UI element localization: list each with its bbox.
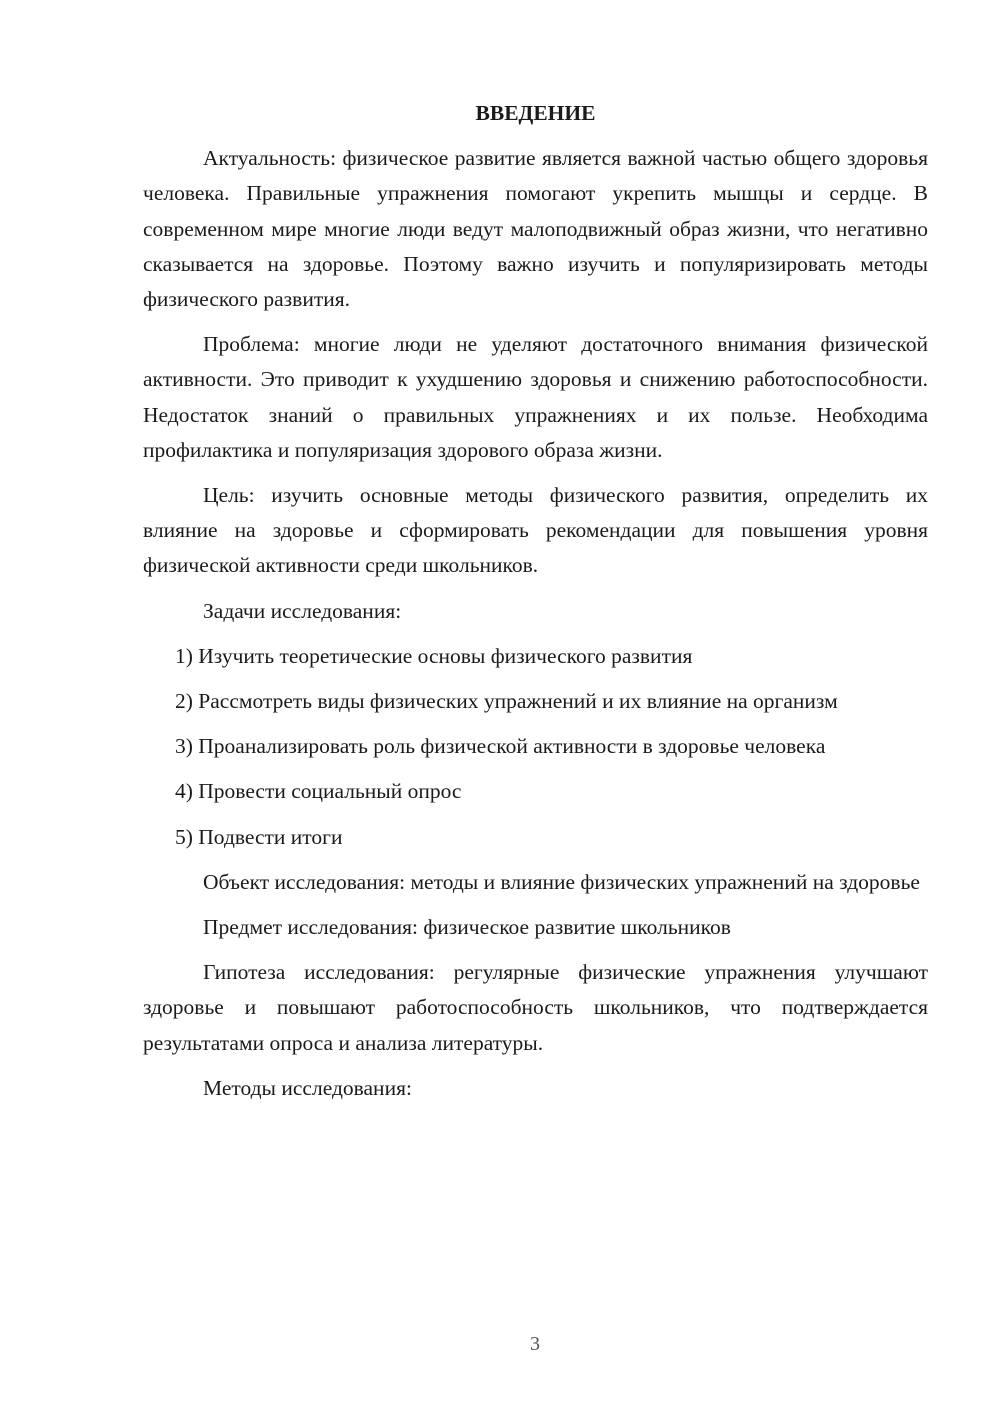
goal-paragraph: Цель: изучить основные методы физического развития, определить их влияние на здоровье и сформировать рекомендации для повышения уровня физической активности среди школьников. [143,483,928,578]
subject-paragraph: Предмет исследования: физическое развитие школьников [203,915,731,940]
problem-paragraph: Проблема: многие люди не уделяют достаточного внимания физической активности. Это приводит к ухудшению здоровья и снижению работоспособности. Недостаток знаний о правильных упражнениях и их пользе. Необходима профилактика и популяризация здорового образа жизни. [143,332,928,462]
section-title: ВВЕДЕНИЕ [475,101,596,125]
page-number: 3 [530,1333,540,1355]
page-content [143,96,928,1116]
task-item: 2) Рассмотреть виды физических упражнений и их влияние на организм [175,689,838,714]
task-item: 3) Проанализировать роль физической активности в здоровье человека [175,734,826,759]
object-paragraph: Объект исследования: методы и влияние физических упражнений на здоровье [203,869,920,894]
relevance-paragraph: Актуальность: физическое развитие является важной частью общего здоровья человека. Правильные упражнения помогают укрепить мышцы и сердце. В современном мире многие люди ведут малоподвижный образ жизни, что негативно сказывается на здоровье. Поэтому важно изучить и популяризировать методы физического развития. [143,146,928,312]
task-item: 5) Подвести итоги [175,824,343,849]
tasks-heading: Задачи исследования: [203,598,402,623]
task-item: 4) Провести социальный опрос [175,779,462,804]
hypothesis-paragraph: Гипотеза исследования: регулярные физические упражнения улучшают здоровье и повышают работоспособность школьников, что подтверждается результатами опроса и анализа литературы. [143,960,928,1055]
methods-heading: Методы исследования: [203,1075,412,1100]
task-item: 1) Изучить теоретические основы физического развития [175,643,693,668]
